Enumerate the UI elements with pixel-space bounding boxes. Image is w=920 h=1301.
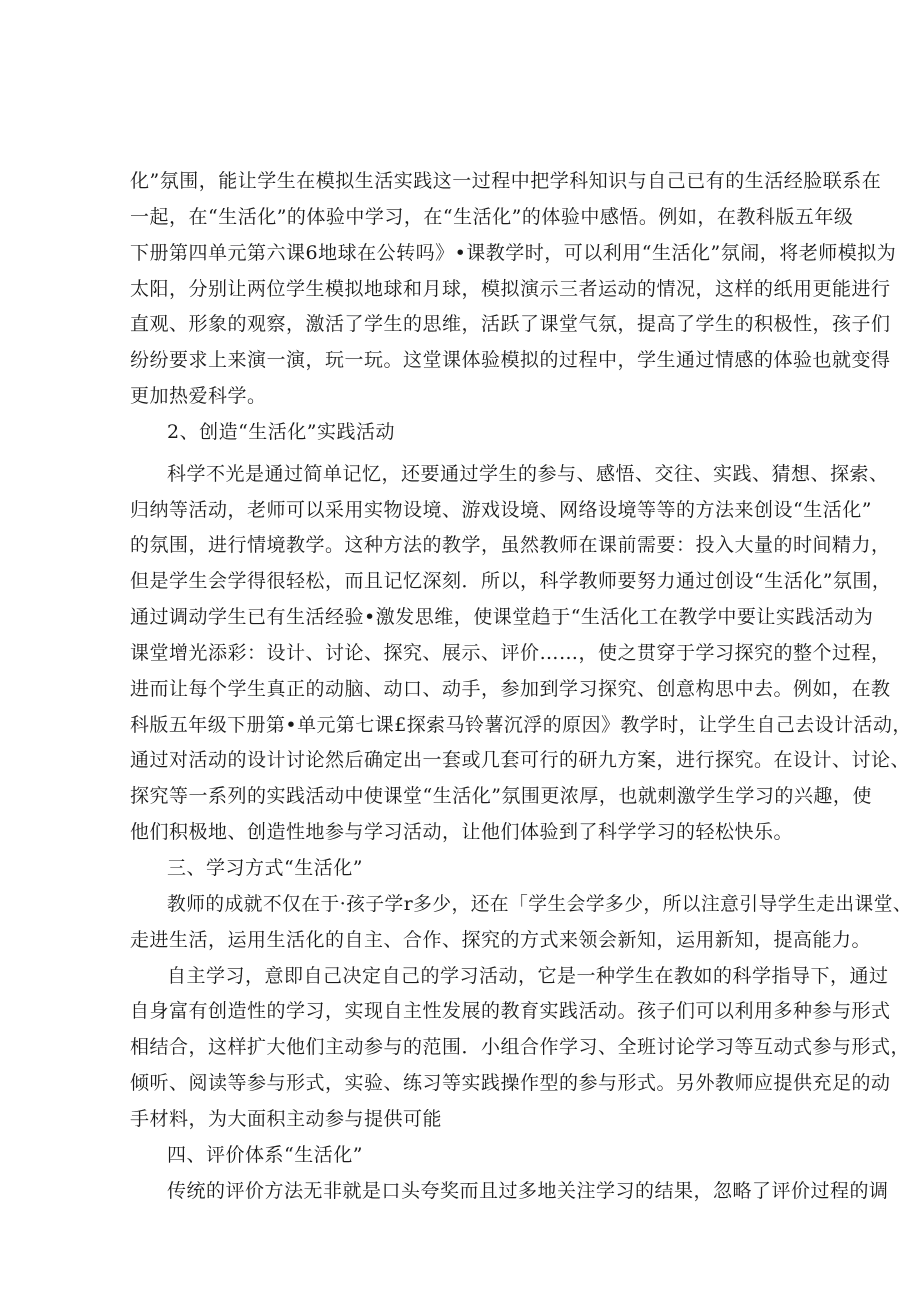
paragraph-line: 教师的成就不仅在于·孩子学r多少，还在「学生会学多少，所以注意引导学生走出课堂、 bbox=[167, 893, 913, 915]
paragraph-line: 但是学生会学得很轻松，而且记忆深刻．所以，科学教师要努力通过创设“生活化”氛围， bbox=[130, 570, 892, 592]
paragraph-line: 走进生活，运用生活化的自主、合作、探究的方式来领会新知，运用新知，提高能力。 bbox=[130, 929, 872, 951]
paragraph-line: 课堂增光添彩：设计、讨论、探究、展示、评价……，使之贯穿于学习探究的整个过程， bbox=[130, 642, 891, 664]
paragraph-line: 的氛围，进行情境教学。这种方法的教学，虽然教师在课前需要：投入大量的时间精力， bbox=[130, 534, 891, 556]
paragraph-line: 纷纷要求上来演一演，玩一玩。这堂课体验模拟的过程中，学生通过情感的体验也就变得 bbox=[130, 349, 891, 371]
paragraph-line: 通过对活动的设计讨论然后确定出一套或几套可行的研九方案，进行探究。在设计、讨论、 bbox=[130, 749, 911, 771]
paragraph-line: 倾听、阅读等参与形式，实验、练习等实践操作型的参与形式。另外教师应提供充足的动 bbox=[130, 1072, 891, 1094]
paragraph-line: 下册第四单元第六课6地球在公转吗》•课教学时，可以利用“生活化”氛闹，将老师模拟为 bbox=[130, 242, 897, 264]
paragraph-line: 自身富有创造性的学习，实现自主性发展的教育实践活动。孩子们可以利用多种参与形式 bbox=[130, 1000, 891, 1022]
paragraph-line: 传统的评价方法无非就是口头夸奖而且过多地关注学习的结果，忽略了评价过程的调 bbox=[167, 1180, 889, 1202]
paragraph-line: 手材料，为大面积主动参与提供可能 bbox=[130, 1108, 443, 1130]
paragraph-line: 通过调动学生已有生活经验•激发思维，使课堂趋于“生活化工在教学中要让实践活动为 bbox=[130, 606, 874, 628]
paragraph-line: 更加热爱科学。 bbox=[130, 385, 267, 407]
paragraph-line: 相结合，这样扩大他们主动参与的范围．小组合作学习、全班讨论学习等互动式参与形式， bbox=[130, 1036, 911, 1058]
section-heading: 四、评价体系“生活化” bbox=[167, 1144, 363, 1166]
paragraph-line: 一起，在“生活化”的体验中学习，在“生活化”的体验中感悟。例如，在教科版五年级 bbox=[130, 206, 854, 228]
section-heading: 2、创造“生活化”实践活动 bbox=[167, 421, 396, 443]
paragraph-line: 归纳等活动，老师可以采用实物设境、游戏设境、网络设境等等的方法来创设“生活化” bbox=[130, 499, 872, 521]
paragraph-line: 进而让每个学生真正的动脑、动口、动手，参加到学习探究、创意构思中去。例如，在教 bbox=[130, 678, 891, 700]
paragraph-line: 探究等一系列的实践活动中使课堂“生活化”氛围更浓厚，也就刺激学生学习的兴趣，使 bbox=[130, 785, 872, 807]
section-heading: 三、学习方式“生活化” bbox=[167, 857, 363, 879]
paragraph-line: 自主学习，意即自己决定自己的学习活动，它是一种学生在教如的科学指导下，通过 bbox=[167, 965, 889, 987]
paragraph-line: 太阳，分别让两位学生模拟地球和月球，模拟演示三者运动的情况，这样的纸用更能进行 bbox=[130, 278, 891, 300]
paragraph-line: 科学不光是通过简单记忆，还要通过学生的参与、感悟、交往、实践、猜想、探索、 bbox=[167, 463, 889, 485]
paragraph-line: 化”氛围，能让学生在模拟生活实践这一过程中把学科知识与自己已有的生活经脸联系在 bbox=[130, 170, 882, 192]
paragraph-line: 直观、形象的观察，激活了学生的思维，活跃了课堂气氛，提高了学生的积极性，孩子们 bbox=[130, 313, 891, 335]
paragraph-line: 他们积极地、创造性地参与学习活动，让他们体验到了科学学习的轻松快乐。 bbox=[130, 821, 794, 843]
paragraph-line: 科版五年级下册第•单元第七课£探索马铃薯沉浮的原因》教学时，让学生自己去设计活动， bbox=[130, 714, 912, 736]
